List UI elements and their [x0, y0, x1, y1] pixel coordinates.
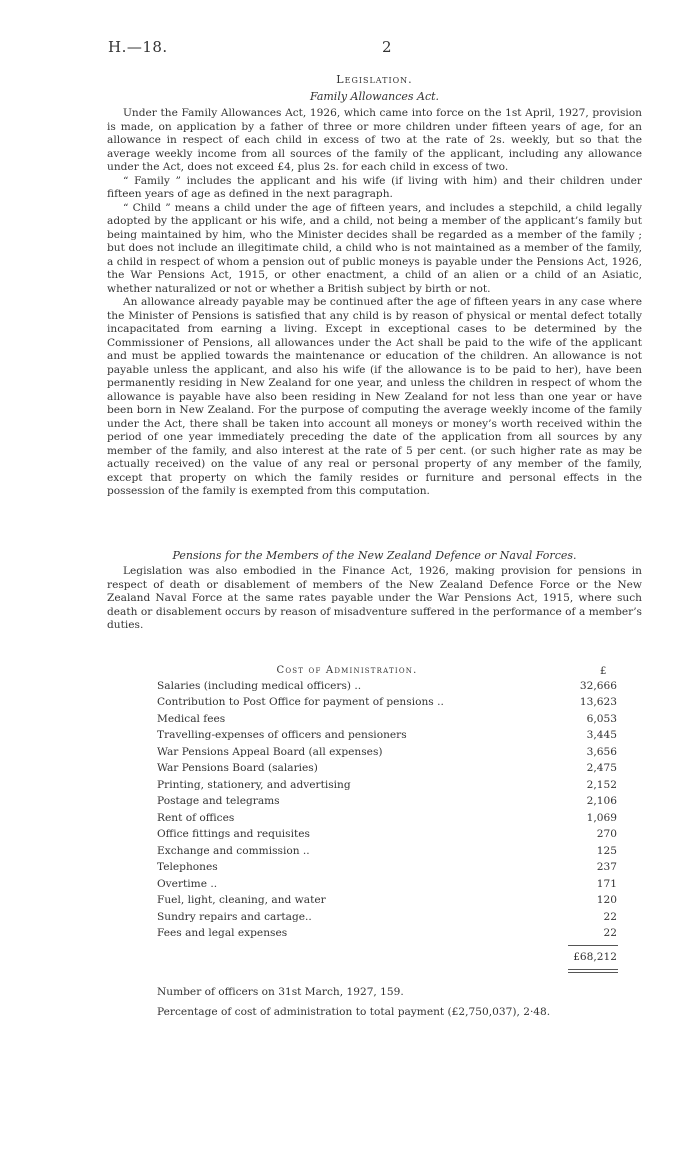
row-label: War Pensions Appeal Board (all expenses) — [157, 746, 383, 758]
row-amount: 270 — [596, 828, 617, 840]
paragraph-pensions: Legislation was also embodied in the Finance Act, 1926, making provision for pensions in respect of death or disablement of members of the New Zealand Defence Force or the New Zealand Naval Force at the same rates payable under the War Pensions Act, 1915, where such death or disablement occurs by reason of misadventure suffered in the performance of a member’s duties. — [107, 565, 642, 631]
row-amount: 2,106 — [586, 795, 617, 807]
table-row — [157, 746, 617, 762]
cost-total: £68,212 — [573, 951, 617, 963]
row-label: War Pensions Board (salaries) — [157, 762, 318, 774]
total-rule-double — [568, 972, 618, 973]
row-amount: 237 — [596, 861, 617, 873]
row-label: Office fittings and requisites — [157, 828, 310, 840]
table-row — [157, 779, 617, 795]
row-label: Fees and legal expenses — [157, 927, 288, 939]
subheading-pensions: Pensions for the Members of the New Zealand Defence or Naval Forces. — [172, 549, 577, 562]
table-row — [157, 713, 617, 729]
row-amount: 120 — [596, 894, 617, 906]
row-amount: 2,475 — [586, 762, 617, 774]
page-number: 2 — [382, 38, 392, 56]
row-label: Sundry repairs and cartage.. — [157, 911, 312, 923]
table-row — [157, 911, 617, 927]
cost-of-administration-heading: Cost of Administration. — [276, 665, 418, 676]
row-amount: 125 — [596, 845, 617, 857]
table-row — [157, 729, 617, 745]
paragraph-allowance-conditions: An allowance already payable may be continued after the age of fifteen years in any case where the Minister of Pensions is satisfied that any child is by reason of physical or mental defect totally incapacitated from earning a living. Except in exceptional cases to be determined by the Commissioner of Pensions, all allowances under the Act shall be paid to the wife of the applicant and must be applied towards the maintenance or education of the children. An allowance is not payable unless the applicant, and also his wife (if the allowance is to be paid to her), have been permanently residing in New Zealand for one year, and unless the children in respect of whom the allowance is payable have also been residing in New Zealand for not less than one year or have been born in New Zealand. For the purpose of computing the average weekly income of the family under the Act, there shall be taken into account all moneys or money’s worth received within the period of one year immediately preceding the date of the application from all sources by any member of the family, and also interest at the rate of 5 per cent. (or such higher rate as may be actually received) on the value of any real or personal property of any member of the family, except that property on which the family resides or furniture and personal effects in the possession of the family is exempted from this computation. — [107, 296, 642, 497]
pensions-section — [107, 549, 642, 633]
row-label: Travelling-expenses of officers and pensioners — [157, 729, 407, 741]
total-rule-bottom — [568, 969, 618, 970]
row-amount: 3,445 — [586, 729, 617, 741]
row-label: Rent of offices — [157, 812, 235, 824]
section-heading-legislation: Legislation. — [336, 73, 413, 86]
row-label: Medical fees — [157, 713, 226, 725]
row-amount: 13,623 — [579, 696, 617, 708]
table-row — [157, 812, 617, 828]
table-row — [157, 878, 617, 894]
table-row — [157, 861, 617, 877]
table-row — [157, 894, 617, 910]
legislation-section — [107, 73, 642, 499]
row-label: Overtime .. — [157, 878, 218, 890]
row-amount: 1,069 — [586, 812, 617, 824]
row-label: Contribution to Post Office for payment of pensions .. — [157, 696, 444, 708]
officers-count-note: Number of officers on 31st March, 1927, 159. — [157, 986, 404, 998]
currency-symbol: £ — [600, 666, 607, 677]
row-amount: 6,053 — [586, 713, 617, 725]
row-amount: 22 — [603, 911, 617, 923]
table-row — [157, 680, 617, 696]
subheading-family-allowances: Family Allowances Act. — [309, 90, 440, 103]
cost-percentage-note: Percentage of cost of administration to total payment (£2,750,037), 2·48. — [157, 1006, 551, 1018]
row-label: Salaries (including medical officers) .. — [157, 680, 362, 692]
table-row — [157, 828, 617, 844]
table-row — [157, 696, 617, 712]
row-label: Telephones — [157, 861, 218, 873]
table-row — [157, 845, 617, 861]
total-rule-top — [568, 945, 618, 946]
row-label: Exchange and commission .. — [157, 845, 310, 857]
table-row — [157, 927, 617, 943]
row-amount: 32,666 — [579, 680, 617, 692]
row-amount: 3,656 — [586, 746, 617, 758]
table-row — [157, 795, 617, 811]
row-label: Fuel, light, cleaning, and water — [157, 894, 326, 906]
table-row — [157, 762, 617, 778]
paragraph-child-definition: “ Child ” means a child under the age of fifteen years, and includes a stepchild, a child legally adopted by the applicant or his wife, and a child, not being a member of the applicant’s family but being maintained by him, who the Minister decides shall be regarded as a member of the family ; but does not include an illegitimate child, a child who is not maintained as a member of the family, a child in respect of whom a pension out of public moneys is payable under the Pensions Act, 1926, the War Pensions Act, 1915, or other enactment, a child of an alien or a child of an Asiatic, whether naturalized or not or whether a British subject by birth or not. — [107, 201, 642, 295]
row-label: Printing, stationery, and advertising — [157, 779, 351, 791]
row-amount: 2,152 — [586, 779, 617, 791]
row-amount: 22 — [603, 927, 617, 939]
paragraph-family-allowances-intro: Under the Family Allowances Act, 1926, which came into force on the 1st April, 1927, provision is made, on application by a father of three or more children under fifteen years of age, for an allowance in respect of each child in excess of two at the rate of 2s. weekly, but so that the average weekly income from all sources of the family of the applicant, including any allowance under the Act, does not exceed £4, plus 2s. for each child in excess of two. — [107, 107, 642, 173]
document-reference: H.—18. — [108, 38, 168, 56]
paragraph-family-definition: “ Family ” includes the applicant and his wife (if living with him) and their children under fifteen years of age as defined in the next paragraph. — [107, 174, 642, 200]
row-amount: 171 — [596, 878, 617, 890]
row-label: Postage and telegrams — [157, 795, 280, 807]
